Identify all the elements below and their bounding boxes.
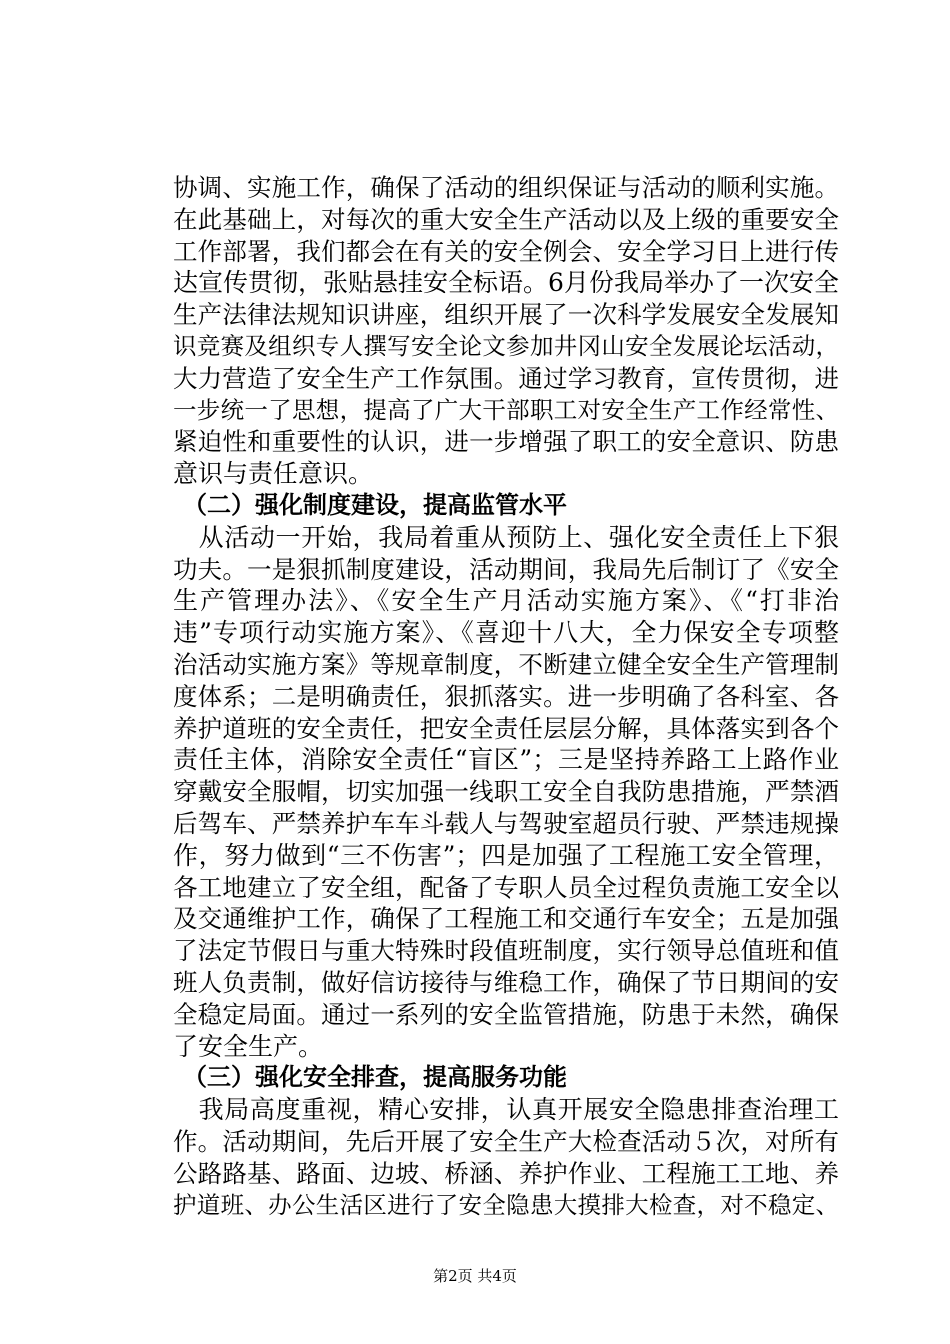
text-line: 在此基础上，对每次的重大安全生产活动以及上级的重要安全 xyxy=(173,204,839,234)
text-line: 了法定节假日与重大特殊时段值班制度，实行领导总值班和值 xyxy=(173,936,839,966)
text-line: 我局高度重视，精心安排，认真开展安全隐患排查治理工 xyxy=(173,1095,839,1125)
text-line: 公路路基、路面、边坡、桥涵、养护作业、工程施工工地、养 xyxy=(173,1158,839,1188)
text-line: 从活动一开始，我局着重从预防上、强化安全责任上下狠 xyxy=(173,522,839,552)
text-line: 达宣传贯彻，张贴悬挂安全标语。6月份我局举办了一次安全 xyxy=(173,268,839,298)
text-line: 生产法律法规知识讲座，组织开展了一次科学发展安全发展知 xyxy=(173,300,839,330)
text-line: 班人负责制，做好信访接待与维稳工作，确保了节日期间的安 xyxy=(173,967,839,997)
text-line: 了安全生产。 xyxy=(173,1031,324,1061)
text-line: 穿戴安全服帽，切实加强一线职工安全自我防患措施，严禁酒 xyxy=(173,777,839,807)
text-line: 紧迫性和重要性的认识，进一步增强了职工的安全意识、防患 xyxy=(173,427,839,457)
paragraph-3 xyxy=(173,1094,839,1221)
text-line: 意识与责任意识。 xyxy=(173,459,374,489)
paragraph-2 xyxy=(173,522,839,1063)
text-line: 各工地建立了安全组，配备了专职人员全过程负责施工安全以 xyxy=(173,872,839,902)
text-line: 后驾车、严禁养护车车斗载人与驾驶室超员行驶、严禁违规操 xyxy=(173,808,839,838)
text-line: 全稳定局面。通过一系列的安全监管措施，防患于未然，确保 xyxy=(173,999,839,1029)
text-line: 生产管理办法》、《安全生产月活动实施方案》、《“打非治 xyxy=(173,586,839,616)
document-body xyxy=(173,172,839,1221)
text-line: 一步统一了思想，提高了广大干部职工对安全生产工作经常性、 xyxy=(173,395,839,424)
text-line: 识竞赛及组织专人撰写安全论文参加井冈山安全发展论坛活动， xyxy=(173,331,839,360)
text-line: 及交通维护工作，确保了工程施工和交通行车安全；五是加强 xyxy=(173,904,839,934)
text-line: 功夫。一是狠抓制度建设，活动期间，我局先后制订了《安全 xyxy=(173,554,839,584)
paragraph-1 xyxy=(173,172,839,490)
text-line: 违”专项行动实施方案》、《喜迎十八大，全力保安全专项整 xyxy=(173,618,839,648)
text-line: 工作部署，我们都会在有关的安全例会、安全学习日上进行传 xyxy=(173,236,839,266)
text-line: 作。活动期间，先后开展了安全生产大检查活动５次，对所有 xyxy=(173,1126,839,1156)
text-line: 大力营造了安全生产工作氛围。通过学习教育，宣传贯彻，进 xyxy=(173,363,839,393)
page-footer: 第2页 共4页 xyxy=(433,1267,517,1285)
text-line: 作，努力做到“三不伤害”；四是加强了工程施工安全管理， xyxy=(173,840,839,870)
text-line: 治活动实施方案》等规章制度，不断建立健全安全生产管理制 xyxy=(173,649,839,679)
section-heading-2: （二）强化制度建设，提高监管水平 xyxy=(183,490,567,519)
text-line: 护道班、办公生活区进行了安全隐患大摸排大检查，对不稳定、 xyxy=(173,1190,839,1219)
text-line: 协调、实施工作，确保了活动的组织保证与活动的顺利实施。 xyxy=(173,173,839,202)
text-line: 养护道班的安全责任，把安全责任层层分解，具体落实到各个 xyxy=(173,713,839,743)
text-line: 责任主体，消除安全责任“盲区”；三是坚持养路工上路作业 xyxy=(173,745,839,775)
text-line: 度体系；二是明确责任，狠抓落实。进一步明确了各科室、各 xyxy=(173,681,839,711)
section-heading-3: （三）强化安全排查，提高服务功能 xyxy=(183,1063,567,1092)
